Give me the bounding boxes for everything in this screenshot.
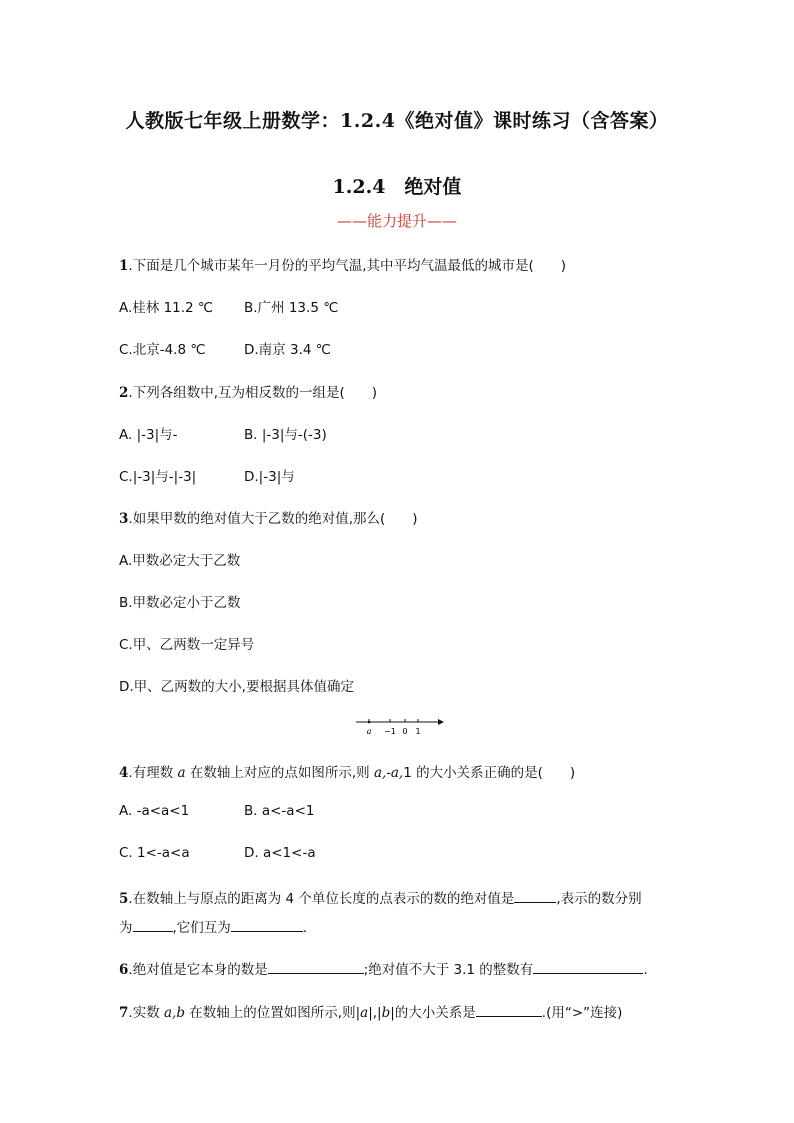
variable: a,-a, xyxy=(373,765,404,781)
question-text: ;绝对值不大于 3.1 的整数有 xyxy=(363,962,534,978)
label-a: a xyxy=(366,727,372,736)
answer-blank[interactable] xyxy=(533,959,643,974)
q1-option-b: B.广州 13.5 ℃ xyxy=(244,300,339,316)
q4-option-a: A. -a<a<1 xyxy=(119,803,190,819)
question-number: 6 xyxy=(119,962,129,978)
q1-option-a: A.桂林 11.2 ℃ xyxy=(119,300,214,316)
q1-option-c: C.北京-4.8 ℃ xyxy=(119,342,206,358)
question-number: 5 xyxy=(119,891,129,907)
variable: a xyxy=(177,765,186,781)
variable: a,b xyxy=(164,1005,185,1021)
q2-option-c: C.|-3|与-|-3| xyxy=(119,469,197,485)
q4-option-c: C. 1<-a<a xyxy=(119,845,190,861)
question-text: 在数轴上对应的点如图所示,则 xyxy=(185,765,374,781)
question-text: .如果甲数的绝对值大于乙数的绝对值,那么( ) xyxy=(128,511,418,527)
question-number: 3 xyxy=(119,511,129,527)
variable: a xyxy=(360,1005,369,1021)
question-text: 为 xyxy=(119,920,133,936)
number-line-figure xyxy=(354,712,444,738)
question-2 xyxy=(119,381,377,401)
question-number: 4 xyxy=(119,765,129,781)
label-neg1: −1 xyxy=(384,727,396,736)
question-number: 7 xyxy=(119,1005,129,1021)
answer-blank[interactable] xyxy=(514,888,556,903)
document-title: 人教版七年级上册数学：1.2.4《绝对值》课时练习（含答案） xyxy=(125,110,669,132)
question-text: . xyxy=(302,920,308,936)
point-a xyxy=(368,721,371,724)
question-number: 1 xyxy=(119,258,129,274)
q3-option-d: D.甲、乙两数的大小,要根据具体值确定 xyxy=(119,679,354,695)
q3-option-a: A.甲数必定大于乙数 xyxy=(119,553,241,569)
question-text: .绝对值是它本身的数是 xyxy=(128,962,268,978)
question-text: .在数轴上与原点的距离为 4 个单位长度的点表示的数的绝对值是 xyxy=(128,891,515,907)
q1-option-d: D.南京 3.4 ℃ xyxy=(244,342,331,358)
question-6 xyxy=(119,958,648,978)
q3-option-c: C.甲、乙两数一定异号 xyxy=(119,637,255,653)
q4-option-d: D. a<1<-a xyxy=(244,845,316,861)
q3-option-b: B.甲数必定小于乙数 xyxy=(119,595,241,611)
question-text: . xyxy=(643,962,648,978)
question-1 xyxy=(119,254,566,274)
question-text: .下列各组数中,互为相反数的一组是( ) xyxy=(128,385,378,401)
question-text: .下面是几个城市某年一月份的平均气温,其中平均气温最低的城市是( ) xyxy=(128,258,567,274)
arrow-icon xyxy=(438,719,444,725)
answer-blank[interactable] xyxy=(268,959,364,974)
question-5 xyxy=(119,887,642,907)
question-text: .(用“>”连接) xyxy=(541,1005,623,1021)
question-7 xyxy=(119,1001,622,1021)
label-0: 0 xyxy=(402,727,408,736)
question-text: ,表示的数分别 xyxy=(556,891,642,907)
q2-option-b: B. |-3|与-(-3) xyxy=(244,427,327,443)
answer-blank[interactable] xyxy=(133,917,173,932)
question-text: .有理数 xyxy=(128,765,178,781)
subsection-heading: ——能力提升—— xyxy=(336,212,457,230)
label-1: 1 xyxy=(415,727,421,736)
question-text: |,| xyxy=(368,1005,382,1021)
answer-blank[interactable] xyxy=(231,917,303,932)
section-title: 1.2.4 绝对值 xyxy=(332,176,462,198)
question-text: .实数 xyxy=(128,1005,164,1021)
question-text: 1 的大小关系正确的是( ) xyxy=(403,765,576,781)
answer-blank[interactable] xyxy=(476,1002,542,1017)
q4-option-b: B. a<-a<1 xyxy=(244,803,315,819)
question-5-line-2 xyxy=(119,916,307,936)
question-text: |的大小关系是 xyxy=(390,1005,476,1021)
question-text: ,它们互为 xyxy=(172,920,231,936)
question-3 xyxy=(119,507,418,527)
question-number: 2 xyxy=(119,385,129,401)
question-text: 在数轴上的位置如图所示,则| xyxy=(184,1005,361,1021)
q2-option-d: D.|-3|与 xyxy=(244,469,295,485)
q2-option-a: A. |-3|与- xyxy=(119,427,178,443)
variable: b xyxy=(381,1005,391,1021)
question-4 xyxy=(119,761,575,781)
